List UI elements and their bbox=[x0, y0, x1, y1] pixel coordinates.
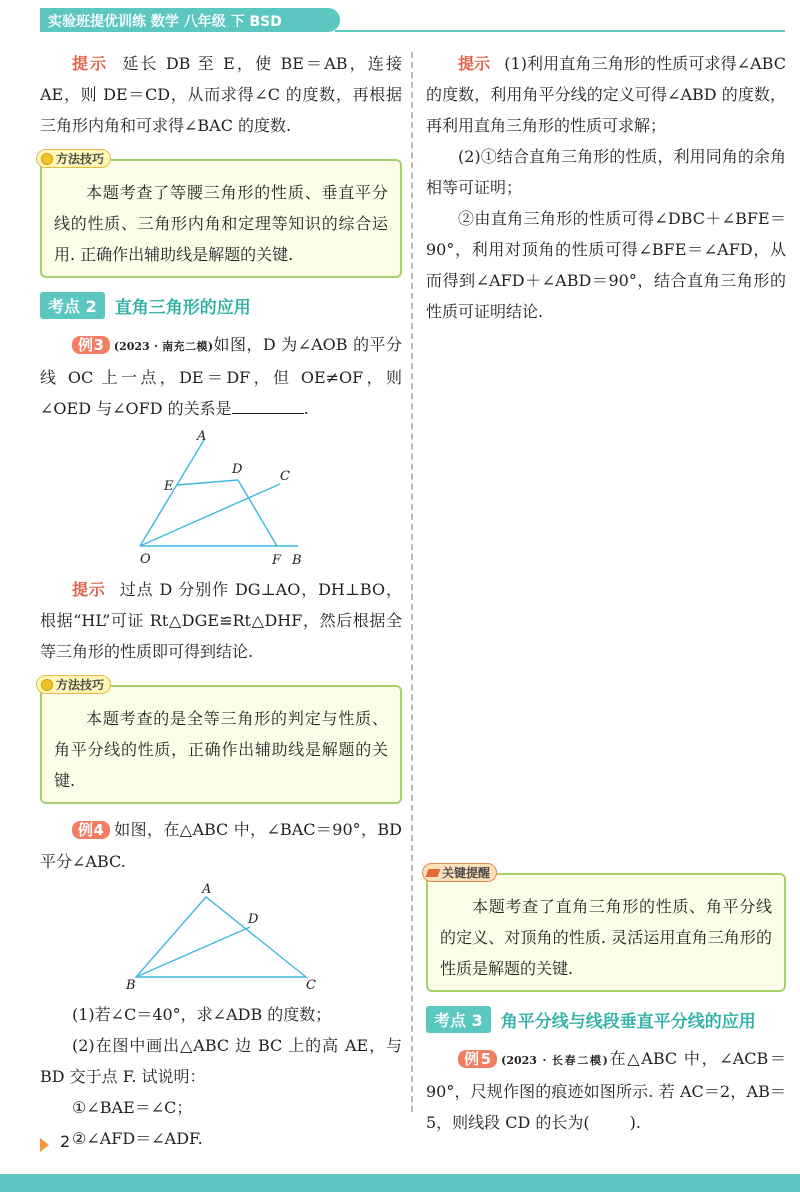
example-5: 例5 (2023 · 长春二模)在△ABC 中，∠ACB＝90°，尺规作图的痕迹如图所示. 若 AC＝2，AB＝5，则线段 CD 的长为( ). bbox=[426, 1049, 786, 1132]
left-column bbox=[40, 48, 402, 1154]
method-tip-box-2 bbox=[40, 678, 402, 804]
example-4 bbox=[40, 814, 402, 877]
example-3: 例3 (2023 · 南充二模)如图，D 为∠AOB 的平分线 OC 上一点，DE＝DF，但 OE≠OF，则∠OED 与∠OFD 的关系是 . bbox=[40, 335, 402, 418]
page-arrow-icon bbox=[40, 1138, 49, 1152]
label-e: E bbox=[164, 479, 174, 494]
segment-bd bbox=[136, 927, 250, 977]
hint-2-text: 过点 D 分别作 DG⊥AO，DH⊥BO，根据“HL”可证 Rt△DGE≌Rt△DHF，然后根据全等三角形的性质即可得到结论. bbox=[40, 580, 402, 661]
section-title: 直角三角形的应用 bbox=[114, 298, 251, 318]
hint-label: 提示 bbox=[72, 580, 106, 599]
figure-right-triangle bbox=[40, 883, 402, 995]
example-source: (2023 · 长春二模) bbox=[501, 1054, 608, 1067]
lightbulb-icon bbox=[41, 153, 53, 165]
section-number: 考点 2 bbox=[40, 292, 105, 319]
method-tip-text: 本题考查的是全等三角形的判定与性质、角平分线的性质，正确作出辅助线是解题的关键. bbox=[54, 709, 388, 790]
question-2a: ①∠BAE＝∠C； bbox=[72, 1098, 193, 1117]
header-rule bbox=[335, 30, 785, 32]
example-label: 例3 bbox=[72, 336, 110, 354]
label-b: B bbox=[126, 978, 136, 993]
question-2: (2)在图中画出△ABC 边 BC 上的高 AE，与 BD 交于点 F. 试说明： bbox=[40, 1036, 402, 1086]
footer-band bbox=[0, 1174, 800, 1192]
key-reminder-text: 本题考查了直角三角形的性质、角平分线的定义、对顶角的性质. 灵活运用直角三角形的性质是解题的关键. bbox=[440, 897, 772, 978]
segment-df bbox=[238, 480, 277, 546]
blank-space bbox=[426, 327, 786, 855]
example-5-text: 在△ABC 中，∠ACB＝90°，尺规作图的痕迹如图所示. 若 AC＝2，AB＝5，则线段 CD 的长为( bbox=[426, 1049, 786, 1132]
hint-1 bbox=[40, 48, 402, 141]
label-a: A bbox=[197, 429, 207, 444]
example-label: 例4 bbox=[72, 821, 110, 839]
question-2b: ②∠AFD＝∠ADF. bbox=[72, 1129, 203, 1148]
method-tip-tag: 方法技巧 bbox=[36, 675, 111, 694]
label-b: B bbox=[292, 553, 302, 568]
hint-label: 提示 bbox=[72, 54, 109, 73]
column-divider bbox=[411, 52, 413, 1112]
key-reminder-box bbox=[426, 866, 786, 992]
triangle-abc bbox=[136, 897, 306, 977]
section-title: 角平分线与线段垂直平分线的应用 bbox=[500, 1012, 756, 1032]
lightbulb-icon bbox=[41, 679, 53, 691]
hint-right-p3: ②由直角三角形的性质可得∠DBC＋∠BFE＝90°，利用对顶角的性质可得∠BFE＝∠AFD，从而得到∠AFD＋∠ABD＝90°，结合直角三角形的性质可证明结论. bbox=[426, 209, 786, 321]
header-title: 实验班提优训练 数学 八年级 下 BSD bbox=[48, 14, 282, 30]
section-number: 考点 3 bbox=[426, 1006, 491, 1033]
answer-blank bbox=[232, 397, 304, 414]
label-c: C bbox=[280, 469, 290, 484]
label-o: O bbox=[140, 552, 151, 567]
hint-1-text: 延长 DB 至 E，使 BE＝AB，连接 AE，则 DE＝CD，从而求得∠C 的度数，再根据三角形内角和可求得∠BAC 的度数. bbox=[40, 54, 402, 135]
method-tip-box-1 bbox=[40, 152, 402, 278]
page-header bbox=[0, 0, 800, 34]
hint-label: 提示 bbox=[458, 54, 491, 73]
example-4-text: 如图，在△ABC 中，∠BAC＝90°，BD 平分∠ABC. bbox=[40, 820, 402, 871]
label-f: F bbox=[272, 553, 282, 568]
example-label: 例5 bbox=[458, 1050, 497, 1068]
method-tip-tag: 方法技巧 bbox=[36, 149, 111, 168]
ribbon-icon bbox=[426, 869, 441, 877]
example-source: (2023 · 南充二模) bbox=[113, 340, 214, 353]
hint-right-p2: (2)①结合直角三角形的性质，利用同角的余角相等可证明； bbox=[426, 147, 786, 197]
header-band bbox=[40, 8, 340, 32]
right-column bbox=[426, 48, 786, 1138]
label-c: C bbox=[306, 978, 316, 993]
hint-right-p1: (1)利用直角三角形的性质可求得∠ABC 的度数，利用角平分线的定义可得∠ABD 的度数，再利用直角三角形的性质可求解； bbox=[426, 54, 786, 135]
question-1: (1)若∠C＝40°，求∠ADB 的度数； bbox=[72, 1005, 332, 1024]
page-number: 2 bbox=[60, 1132, 71, 1151]
figure-angle-bisector bbox=[40, 428, 402, 568]
label-d: D bbox=[232, 462, 243, 477]
segment-ed bbox=[177, 480, 238, 485]
hint-right bbox=[426, 48, 786, 141]
label-a: A bbox=[202, 883, 212, 897]
section-heading-3 bbox=[426, 1006, 786, 1033]
key-reminder-tag: 关键提醒 bbox=[422, 863, 497, 882]
example-3-text: 如图，D 为∠AOB 的平分线 OC 上一点，DE＝DF，但 OE≠OF，则∠OED 与∠OFD 的关系是 bbox=[40, 335, 402, 418]
label-d: D bbox=[248, 912, 259, 927]
section-heading-2 bbox=[40, 292, 402, 319]
method-tip-text: 本题考查了等腰三角形的性质、垂直平分线的性质、三角形内角和定理等知识的综合运用. 正确作出辅助线是解题的关键. bbox=[54, 183, 388, 264]
hint-2 bbox=[40, 574, 402, 667]
